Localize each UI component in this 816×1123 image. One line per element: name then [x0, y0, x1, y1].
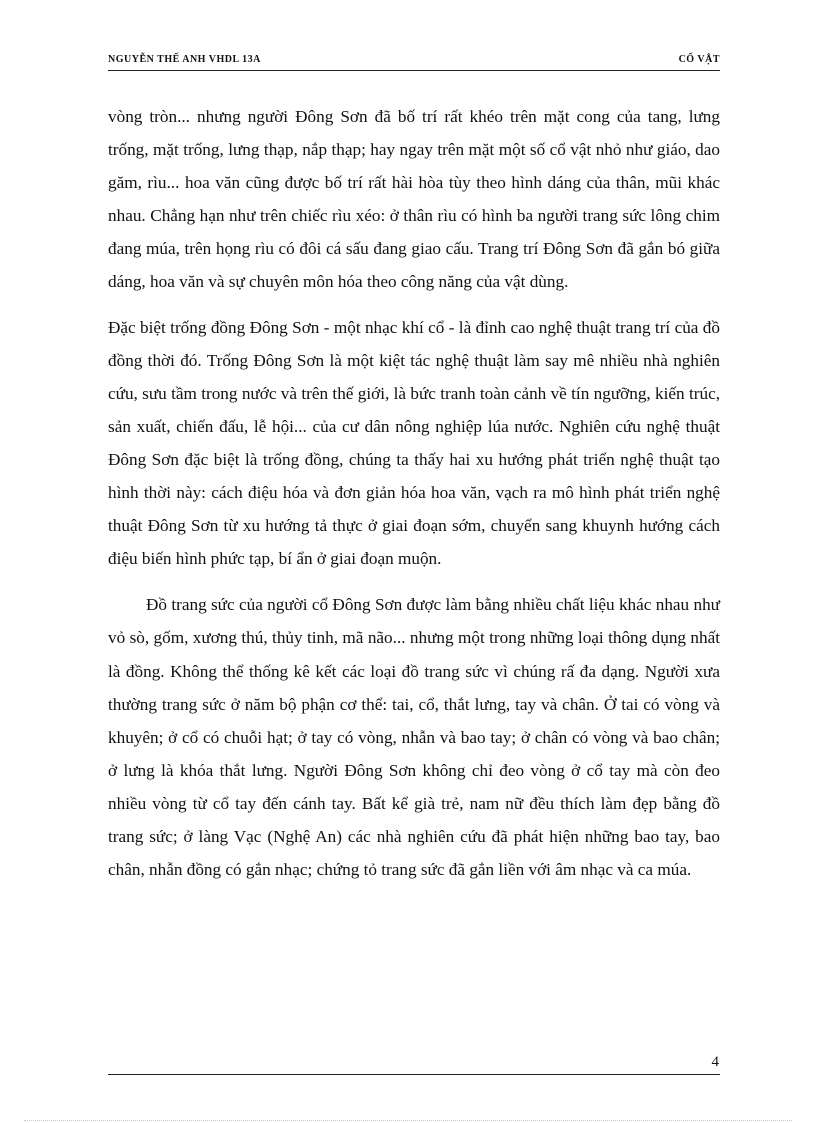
- paragraph-jewelry: Đồ trang sức của người cổ Đông Sơn được làm bằng nhiều chất liệu khác nhau như vỏ sò, gốm, xương thú, thủy tinh, mã não... nhưng một trong những loại thông dụng nhất là đồng. Không thể thống kê kết các loại đồ trang sức vì chúng rấ đa dạng. Người xưa thường trang sức ở năm bộ phận cơ thể: tai, cổ, thắt lưng, tay và chân. Ở tai có vòng và khuyên; ở cổ có chuỗi hạt; ở tay có vòng, nhẫn và bao tay; ở chân có vòng và bao chân; ở lưng là khóa thắt lưng. Người Đông Sơn không chỉ đeo vòng ở cổ tay mà còn đeo nhiều vòng từ cổ tay đến cánh tay. Bất kể già trẻ, nam nữ đều thích làm đẹp bằng đồ trang sức; ở làng Vạc (Nghệ An) các nhà nghiên cứu đã phát hiện những bao tay, bao chân, nhẫn đồng có gắn nhạc; chứng tỏ trang sức đã gắn liền với âm nhạc và ca múa.: [108, 595, 720, 880]
- page-number: 4: [711, 1054, 719, 1070]
- header-author-class: NGUYỄN THẾ ANH VHDL 13A: [108, 54, 261, 65]
- footer-divider: [108, 1074, 720, 1075]
- document-body: [108, 100, 720, 886]
- page-bottom-edge: [24, 1120, 792, 1121]
- header-topic: CỔ VẬT: [678, 54, 720, 65]
- paragraph-decoration-layout: vòng tròn... nhưng người Đông Sơn đã bố trí rất khéo trên mặt cong của tang, lưng trống, mặt trống, lưng thạp, nắp thạp; hay ngay trên mặt một số cổ vật nhỏ như giáo, dao găm, rìu... hoa văn cũng được bố trí rất hài hòa tùy theo hình dáng của thân, mũi khác nhau. Chẳng hạn như trên chiếc rìu xéo: ở thân rìu có hình ba người trang sức lông chim đang múa, trên họng rìu có đôi cá sấu đang giao cấu. Trang trí Đông Sơn đã gắn bó giữa dáng, hoa văn và sự chuyên môn hóa theo công năng của vật dùng.: [108, 107, 720, 292]
- paragraph-bronze-drum: Đặc biệt trống đồng Đông Sơn - một nhạc khí cổ - là đỉnh cao nghệ thuật trang trí của đồ đồng thời đó. Trống Đông Sơn là một kiệt tác nghệ thuật làm say mê nhiều nhà nghiên cứu, sưu tầm trong nước và trên thế giới, là bức tranh toàn cảnh về tín ngưỡng, kiến trúc, sản xuất, chiến đấu, lễ hội... của cư dân nông nghiệp lúa nước. Nghiên cứu nghệ thuật Đông Sơn đặc biệt là trống đồng, chúng ta thấy hai xu hướng phát triển nghệ thuật tạo hình thời này: cách điệu hóa và đơn giản hóa hoa văn, vạch ra mô hình phát triển nghệ thuật Đông Sơn từ xu hướng tả thực ở giai đoạn sớm, chuyển sang khuynh hướng cách điệu biến hình phức tạp, bí ẩn ở giai đoạn muộn.: [108, 317, 720, 569]
- page-header: [108, 50, 720, 71]
